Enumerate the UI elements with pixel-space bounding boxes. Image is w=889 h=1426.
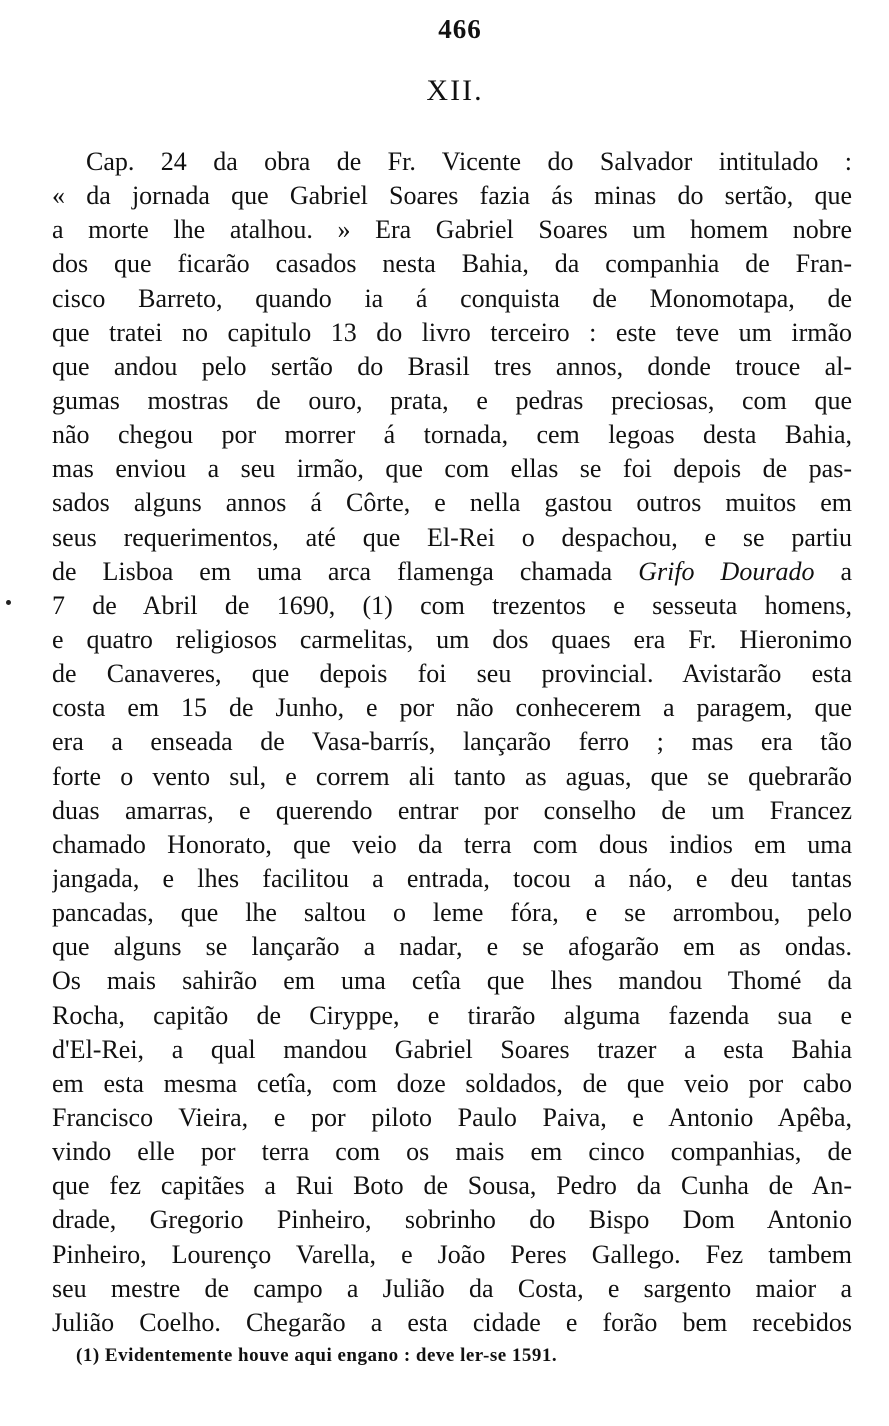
text-line: a morte lhe atalhou. » Era Gabriel Soares um homem nobre bbox=[52, 215, 852, 245]
text-line: cisco Barreto, quando ia á conquista de Monomotapa, de bbox=[52, 283, 852, 313]
text-line: mas enviou a seu irmão, que com ellas se foi depois de pas- bbox=[52, 454, 852, 484]
text-segment: a bbox=[840, 556, 852, 586]
section-heading: XII. bbox=[426, 74, 484, 107]
text-line: Francisco Vieira, e por piloto Paulo Paiva, e Antonio Apêba, bbox=[52, 1102, 852, 1132]
text-line: Julião Coelho. Chegarão a esta cidade e forão bem recebidos bbox=[52, 1307, 852, 1337]
text-line: d'El-Rei, a qual mandou Gabriel Soares trazer a esta Bahia bbox=[52, 1034, 852, 1064]
text-line-ship-name bbox=[52, 555, 852, 589]
text-line: jangada, e lhes facilitou a entrada, tocou a náo, e deu tantas bbox=[52, 863, 852, 893]
text-line: de Canaveres, que depois foi seu provincial. Avistarão esta bbox=[52, 659, 852, 689]
margin-mark bbox=[6, 600, 11, 605]
text-line: seu mestre de campo a Julião da Costa, e sargento maior a bbox=[52, 1273, 852, 1303]
text-line: seus requerimentos, até que El-Rei o despachou, e se partiu bbox=[52, 522, 852, 552]
text-line: sados alguns annos á Côrte, e nella gastou outros muitos em bbox=[52, 488, 852, 518]
text-line: Os mais sahirão em uma cetîa que lhes mandou Thomé da bbox=[52, 966, 852, 996]
text-line: e quatro religiosos carmelitas, um dos quaes era Fr. Hieronimo bbox=[52, 624, 852, 654]
page-number: 466 bbox=[438, 14, 482, 44]
text-line: vindo elle por terra com os mais em cinco companhias, de bbox=[52, 1137, 852, 1167]
text-line: que fez capitães a Rui Boto de Sousa, Pedro da Cunha de An- bbox=[52, 1171, 852, 1201]
ship-name: Grifo Dourado bbox=[638, 556, 815, 586]
text-line: dos que ficarão casados nesta Bahia, da companhia de Fran- bbox=[52, 249, 852, 279]
footnote: (1) Evidentemente houve aqui engano : deve ler-se 1591. bbox=[76, 1345, 558, 1366]
text-line: gumas mostras de ouro, prata, e pedras preciosas, com que bbox=[52, 385, 852, 415]
text-line: que alguns se lançarão a nadar, e se afogarão em as ondas. bbox=[52, 932, 852, 962]
text-line: em esta mesma cetîa, com doze soldados, de que veio por cabo bbox=[52, 1068, 852, 1098]
text-line: que tratei no capitulo 13 do livro terceiro : este teve um irmão bbox=[52, 317, 852, 347]
text-line: drade, Gregorio Pinheiro, sobrinho do Bispo Dom Antonio bbox=[52, 1205, 852, 1235]
text-line: que andou pelo sertão do Brasil tres annos, donde trouce al- bbox=[52, 351, 852, 381]
text-line: 7 de Abril de 1690, (1) com trezentos e sesseuta homens, bbox=[52, 590, 852, 620]
body-text bbox=[52, 145, 852, 1340]
text-line: Rocha, capitão de Ciryppe, e tirarão alguma fazenda sua e bbox=[52, 1000, 852, 1030]
text-line: Cap. 24 da obra de Fr. Vicente do Salvador intitulado : bbox=[86, 147, 852, 176]
text-line: costa em 15 de Junho, e por não conhecerem a paragem, que bbox=[52, 693, 852, 723]
text-line: não chegou por morrer á tornada, cem legoas desta Bahia, bbox=[52, 420, 852, 450]
text-line: chamado Honorato, que veio da terra com dous indios em uma bbox=[52, 829, 852, 859]
text-segment: de Lisboa em uma arca flamenga chamada bbox=[52, 556, 613, 586]
text-line: Pinheiro, Lourenço Varella, e João Peres Gallego. Fez tambem bbox=[52, 1239, 852, 1269]
text-line: « da jornada que Gabriel Soares fazia ás minas do sertão, que bbox=[52, 181, 852, 211]
text-line: era a enseada de Vasa-barrís, lançarão ferro ; mas era tão bbox=[52, 727, 852, 757]
text-line: duas amarras, e querendo entrar por conselho de um Francez bbox=[52, 795, 852, 825]
text-line: pancadas, que lhe saltou o leme fóra, e se arrombou, pelo bbox=[52, 898, 852, 928]
text-line: forte o vento sul, e correm ali tanto as aguas, que se quebrarão bbox=[52, 761, 852, 791]
